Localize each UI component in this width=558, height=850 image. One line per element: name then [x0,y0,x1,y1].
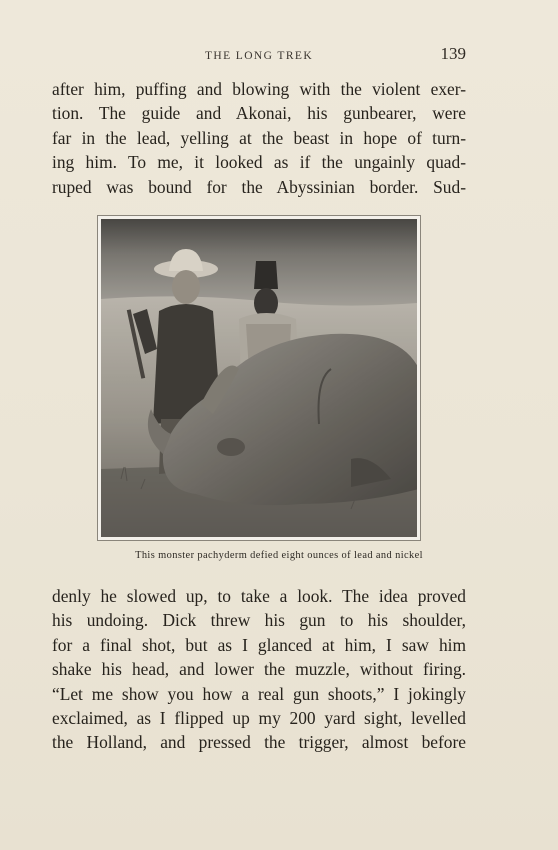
paragraph-bottom [52,584,466,755]
text-line: denly he slowed up, to take a look. The idea proved [52,586,466,606]
text-line: for a final shot, but as I glanced at him, I saw him [52,634,466,655]
running-head: THE LONG TREK [204,50,314,62]
text-line: the Holland, and pressed the trigger, almost before [52,732,466,753]
text-line: his undoing. Dick threw his gun to his shoulder, [52,610,466,631]
rhino-hunt-photo [101,219,417,537]
text-line: shake his head, and lower the muzzle, without firing. [52,659,466,680]
photo-figure [97,215,421,541]
text-line: far in the lead, yelling at the beast in hope of turn- [52,127,466,148]
text-line: after him, puffing and blowing with the violent exer- [52,79,466,99]
page-number: 139 [440,44,466,63]
figure-caption: This monster pachyderm defied eight ounces of lead and nickel [135,550,423,561]
text-line: “Let me show you how a real gun shoots,” I jokingly [52,683,466,704]
text-line: ing him. To me, it looked as if the ungainly quad- [52,152,466,173]
page-header [52,44,466,68]
text-line: tion. The guide and Akonai, his gunbearer, were [52,103,466,124]
paragraph-top [52,77,466,199]
text-line: ruped was bound for the Abyssinian border. Sud- [52,176,466,197]
text-line: exclaimed, as I flipped up my 200 yard sight, levelled [52,708,466,729]
